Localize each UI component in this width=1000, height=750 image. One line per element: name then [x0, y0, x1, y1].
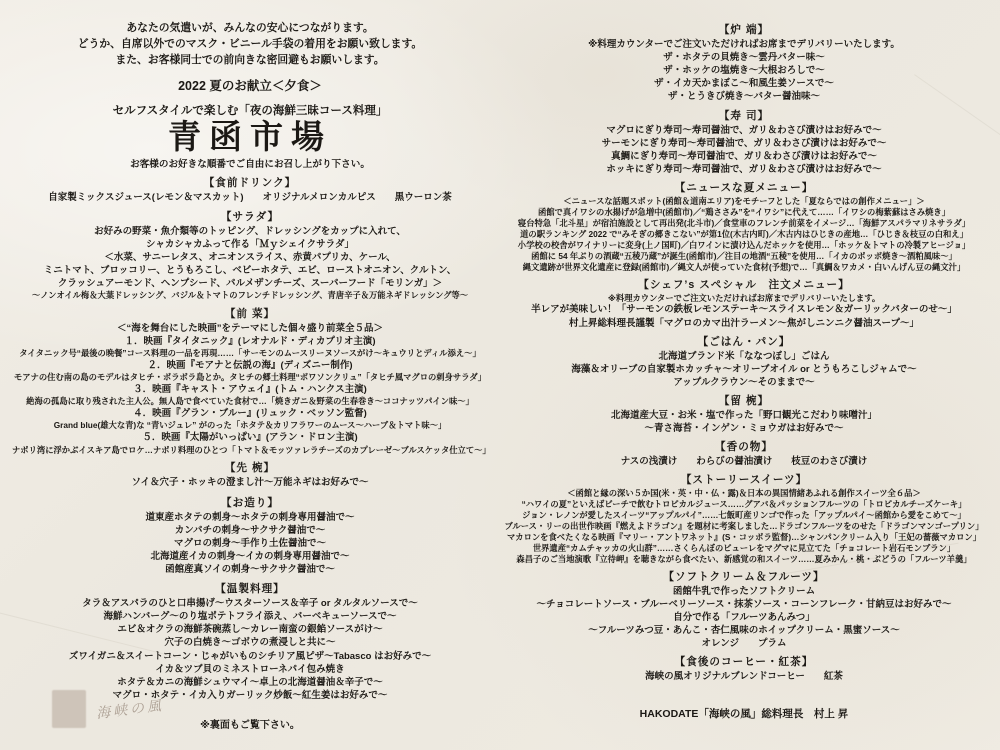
menu-item-line: 北海道ブランド米「ななつぼし」ごはん — [658, 350, 830, 362]
section-heading: 【お造り】 — [221, 496, 279, 509]
menu-item-line: 道東産ホタテの刺身～ホタテの刺身専用醤油で～ — [145, 511, 355, 523]
notice-line: また、お客様同士での前向きな密回避もお願いします。 — [115, 54, 385, 67]
menu-section — [12, 209, 488, 301]
menu-item-line: 海峡の風オリジナルブレンドコーヒー 紅茶 — [645, 671, 843, 683]
menu-item-line: 寝台特急「北斗星」が宿泊施設として再出発(北斗市)／食堂車のフレンチ前菜をイメージ…「海鮮アスパラマリネサラダ」 — [517, 217, 971, 228]
menu-item-line: カンパチの刺身～サクサク醤油で～ — [174, 524, 326, 536]
menu-item-line: タラ＆アスパラのひと口串揚げ～ウスターソース＆辛子 or タルタルソースで～ — [82, 598, 418, 610]
section-heading: 【寿 司】 — [718, 109, 770, 122]
menu-item-line: “ハワイの夏”といえばビーチで飲むトロピカルジュース……グアバ＆パッションフルーツの「トロピカルチーズケーキ」 — [521, 499, 967, 510]
menu-item-line: ズワイガニ＆スイートコーン・じゃがいものシチリア風ピザ～Tabasco はお好みで～ — [68, 650, 432, 662]
left-menu-sections — [12, 175, 491, 702]
serving-instruction: お客様のお好きな順番でご自由にお召し上がり下さい。 — [130, 158, 370, 170]
chef-signature: HAKODATE「海峡の風」総料理長 村上 昇 — [639, 707, 849, 720]
menu-section — [500, 654, 988, 683]
menu-item-line: シャカシャカふって作る「Ｍｙシェイクサラダ」 — [146, 238, 354, 250]
menu-item-line: 函館に 54 年ぶりの酒蔵“五稜乃蔵”が誕生(函館市)／注目の地酒“五稜”を使用…「イカのポッポ焼き～酒粕風味～」 — [531, 250, 957, 261]
menu-item-line: 海藻＆オリーブの自家製ホカッチャ～オリーブオイル or とうもろこしジャムで～ — [571, 363, 917, 375]
back-side-note: ※裏面もご覧下さい。 — [200, 719, 300, 731]
section-heading: 【先 椀】 — [224, 462, 276, 475]
menu-item-line: ４．映画『グラン・ブルー』(リュック・ベッソン監督) — [133, 408, 367, 420]
menu-item-line: 世界遺産“カムチャッカの火山群”……さくらんぼのピューレをマグマに見立てた「チョコレート岩石モンブラン」 — [532, 543, 956, 554]
menu-item-line: 村上昇総料理長謹製「マグロのカマ出汁ラーメン～焦がしニンニク醤油スープ～」 — [568, 317, 920, 329]
menu-section — [500, 472, 988, 565]
menu-section — [500, 22, 988, 104]
menu-item-line: イカ＆ツブ貝のミネストローネパイ包み焼き — [155, 663, 345, 675]
menu-item-line: サーモンにぎり寿司～寿司醤油で、ガリ＆わさび漬けはお好みで～ — [601, 137, 887, 149]
section-heading: 【サラダ】 — [220, 210, 280, 223]
menu-section — [12, 175, 488, 204]
menu-item-line: ５．映画『太陽がいっぱい』(アラン・ドロン主演) — [142, 432, 358, 444]
menu-item-line: 函館で真イワシの水揚げが急増中(函館市)／“鶏ささみ”を“イワシ”に代えて……「イワシの梅紫蘇はさみ焼き」 — [537, 206, 951, 217]
menu-item-line: Grand blue(雄大な青)な “青いジュレ” がのった「ホタテ＆カリフラワーのムース～ハーブ＆トマト味～」 — [53, 420, 447, 431]
section-heading: 【ごはん・パン】 — [697, 335, 791, 348]
menu-item-line: ナポリ湾に浮かぶイスキア島でロケ…ナポリ料理のひとつ「トマト＆モッツァレラチーズのカプレーゼ～ブルスケッタ仕立て～」 — [12, 444, 491, 455]
section-heading: 【留 椀】 — [718, 395, 770, 408]
menu-item-line: 半レアが美味しい！「サーモンの鉄板レモンステーキ～スライスレモン＆ガーリックバターのせ～」 — [531, 304, 957, 316]
menu-item-line: ソイ＆穴子・ホッキの澄まし汁～万能ネギはお好みで～ — [131, 477, 369, 489]
menu-item-line: ザ・ホッケの塩焼き～大根おろしで～ — [663, 65, 825, 77]
menu-item-line: ザ・ホタテの貝焼き～雲丹バター味～ — [663, 52, 825, 64]
right-column — [494, 0, 1000, 750]
menu-item-line: ※料理カウンターでご注文いただければお席までデリバリーいたします。 — [588, 39, 900, 50]
notice-line: あなたの気遣いが、みんなの安心につながります。 — [126, 22, 374, 34]
menu-item-line: ～フルーツみつ豆・あんこ・杏仁風味のホイップクリーム・黒蜜ソース～ — [588, 625, 900, 637]
menu-item-line: 自分で作る「フルーツあんみつ」 — [673, 612, 815, 624]
menu-item-line: 北海道産大豆・お米・塩で作った「野口観光こだわり味噌汁」 — [610, 410, 877, 422]
menu-item-line: １．映画『タイタニック』(レオナルド・ディカプリオ主演) — [124, 336, 376, 348]
menu-item-line: ～チョコレートソース・ブルーベリーソース・抹茶ソース・コーンフレーク・甘納豆はお好みで～ — [536, 599, 952, 611]
right-menu-sections — [500, 22, 988, 684]
menu-item-line: モアナの住む南の島のモデルはタヒチ・ボラボラ島とか。タヒチの郷土料理“ポワソンクリュ”「タヒチ風マグロの刺身サラダ」 — [13, 372, 486, 383]
section-heading: 【炉 端】 — [718, 24, 770, 36]
menu-item-line: ブルース・リーの出世作映画『燃えよドラゴン』を題材に考案しました…ドラゴンフルーツをのせた「ドラゴンマンゴープリン」 — [504, 521, 984, 532]
menu-section — [500, 569, 988, 651]
menu-section — [500, 334, 988, 389]
menu-item-line: マグロ・ホタテ・イカ入りガーリック炒飯～紅生姜はお好みで～ — [112, 689, 388, 701]
menu-item-line: 北海道産イカの刺身～イカの刺身専用醤油で～ — [150, 550, 350, 562]
menu-item-line: 自家製ミックスジュース(レモン＆マスカット) オリジナルメロンカルピス 黒ウーロン茶 — [48, 191, 452, 203]
menu-section — [12, 460, 488, 489]
menu-item-line: ＜“海を舞台にした映画”をテーマにした個々盛り前菜全５品＞ — [116, 323, 383, 335]
section-heading: 【シェフ’s スペシャル 注文メニュー】 — [638, 278, 850, 291]
menu-item-line: ジョン・レノンが愛したスイーツ“アップルパイ”……七飯町産リンゴで作った「アップルパイ～函館から愛をこめて～」 — [522, 510, 966, 521]
stamp-handwriting: 海峡の風 — [95, 697, 165, 723]
menu-item-line: 函館牛乳で作ったソフトクリーム — [672, 585, 816, 597]
menu-item-line: 穴子の白焼き～ゴボウの煮浸しと共に～ — [164, 637, 336, 649]
menu-section — [500, 277, 988, 330]
menu-item-line: ナスの浅漬け わらびの醤油漬け 枝豆のわさび漬け — [620, 456, 868, 468]
menu-item-line: ～ノンオイル梅＆大葉ドレッシング、バジル＆トマトのフレンチドレッシング、青唐辛子＆万能ネギドレッシング等～ — [31, 290, 469, 301]
menu-item-line: ホタテ＆カニの海鮮シュウマイ～卓上の北海道醤油＆辛子で～ — [117, 676, 383, 688]
menu-item-line: クラッシュアーモンド、ヘンプシード、パルメザンチーズ、スーパーフード「モリンガ」＞ — [57, 278, 443, 290]
menu-item-line: ～青さ海苔・インゲン・ミョウガはお好みで～ — [644, 423, 844, 435]
menu-item-line: マグロの刺身～手作り土佐醤油で～ — [173, 537, 326, 549]
menu-item-line: ミニトマト、ブロッコリー、とうもろこし、ベビーホタテ、エビ、ローストオニオン、クルトン、 — [43, 264, 457, 276]
left-column — [0, 0, 494, 750]
restaurant-title: 青函市場 — [168, 117, 332, 155]
menu-item-line: ３．映画『キャスト・アウェイ』(トム・ハンクス主演) — [133, 384, 367, 396]
menu-item-line: 函館産真ソイの刺身～サクサク醤油で～ — [165, 563, 335, 575]
menu-item-line: ＜ニュースな話題スポット(函館＆道南エリア)をモチーフとした「夏ならではの創作メニュー」＞ — [563, 195, 925, 206]
menu-item-line: ザ・イカ天かまぼこ～和風生姜ソースで～ — [654, 78, 834, 90]
menu-item-line: 森昌子のご当地演歌『立待岬』を聴きながら食べたい、新感覚の和スイーツ……夏みかん・桃・ぶどうの「フルーツ羊羹」 — [516, 553, 972, 564]
menu-item-line: 縄文遺跡が世界文化遺産に登録(函館市)／縄文人が使っていた食材(予想)で…「真鯛＆ワカメ・白いんげん豆の縄文汁」 — [522, 261, 966, 272]
section-heading: 【前 菜】 — [224, 308, 276, 321]
menu-section — [500, 393, 988, 435]
menu-section — [12, 306, 491, 455]
menu-item-line: お好みの野菜・魚介類等のトッピング、ドレッシングをカップに入れて、 — [94, 225, 406, 237]
menu-item-line: 絶海の孤島に取り残された主人公。無人島で食べていた食材で…「焼きガニ＆野菜の生春巻き～ココナッツパイン味～」 — [26, 396, 474, 407]
menu-item-line: ザ・とうきび焼き～バター醤油味～ — [667, 91, 820, 103]
menu-section — [12, 581, 488, 702]
menu-edition: 2022 夏のお献立＜夕食＞ — [178, 78, 322, 93]
menu-section — [500, 108, 988, 176]
menu-item-line: 真鯛にぎり寿司～寿司醤油で、ガリ＆わさび漬けはお好みで～ — [611, 150, 877, 162]
section-heading: 【香の物】 — [715, 441, 773, 454]
section-heading: 【ストーリースイーツ】 — [680, 474, 808, 487]
section-heading: 【ニュースな夏メニュー】 — [674, 181, 814, 194]
menu-item-line: エビ＆オクラの海鮮茶碗蒸し～カレー南蛮の銀餡ソースがけ～ — [117, 624, 383, 636]
hanko-stamp — [52, 690, 164, 728]
menu-item-line: ※料理カウンターでご注文いただければお席までデリバリーいたします。 — [607, 292, 881, 303]
covid-notice — [12, 20, 488, 69]
section-heading: 【ソフトクリーム＆フルーツ】 — [663, 570, 825, 583]
menu-section — [12, 495, 488, 577]
menu-item-line: マグロにぎり寿司～寿司醤油で、ガリ＆わさび漬けはお好みで～ — [606, 124, 882, 136]
menu-item-line: ＜函館と縁の深い５か国(米・英・中・仏・露)＆日本の異国情緒あふれる創作スイーツ全６品＞ — [567, 488, 921, 499]
menu-item-line: アップルクラウン～そのままで～ — [673, 376, 815, 388]
menu-item-line: 海鮮ハンバーグ～のり塩ポテトフライ添え、バーベキューソースで～ — [103, 611, 397, 623]
menu-item-line: 小学校の校舎がワイナリーに変身(上ノ国町)／白ワインに漬け込んだホッケを使用…「ホッケ＆トマトの冷製アヒージョ」 — [517, 239, 971, 250]
menu-section — [500, 439, 988, 468]
menu-section — [500, 180, 988, 273]
menu-item-line: マカロンを食べたくなる映画『マリー・アントワネット』(S・コッポラ監督)…シャンパンクリーム入り「王妃の薔薇マカロン」 — [506, 532, 982, 543]
menu-item-line: オレンジ プラム — [701, 638, 787, 650]
section-heading: 【食後のコーヒー・紅茶】 — [674, 656, 814, 669]
menu-item-line: ＜水菜、サニーレタス、オニオンスライス、赤黄パプリカ、ケール、 — [104, 251, 396, 263]
menu-item-line: ホッキにぎり寿司～寿司醤油で、ガリ＆わさび漬けはお好みで～ — [606, 163, 882, 175]
section-heading: 【温製料理】 — [215, 583, 285, 596]
seal-icon — [52, 690, 86, 728]
menu-item-line: タイタニック号“最後の晩餐”コース料理の一品を再現……「サーモンのムースリーヌソースがけ～キュウリとディル添え～」 — [19, 348, 481, 359]
menu-item-line: 道の駅ランキング 2022 で“みそぎの郷きこない”が第1位(木古内町)／木古内はひじきの産地…「ひじき＆枝豆の白和え」 — [520, 228, 968, 239]
section-heading: 【食前ドリンク】 — [203, 176, 297, 189]
menu-subtitle: セルフスタイルで楽しむ「夜の海鮮三昧コース料理」 — [112, 104, 388, 117]
menu-item-line: ２．映画『モアナと伝説の海』(ディズニー制作) — [147, 360, 353, 372]
notice-line: どうか、自席以外でのマスク・ビニール手袋の着用をお願い致します。 — [77, 38, 423, 51]
